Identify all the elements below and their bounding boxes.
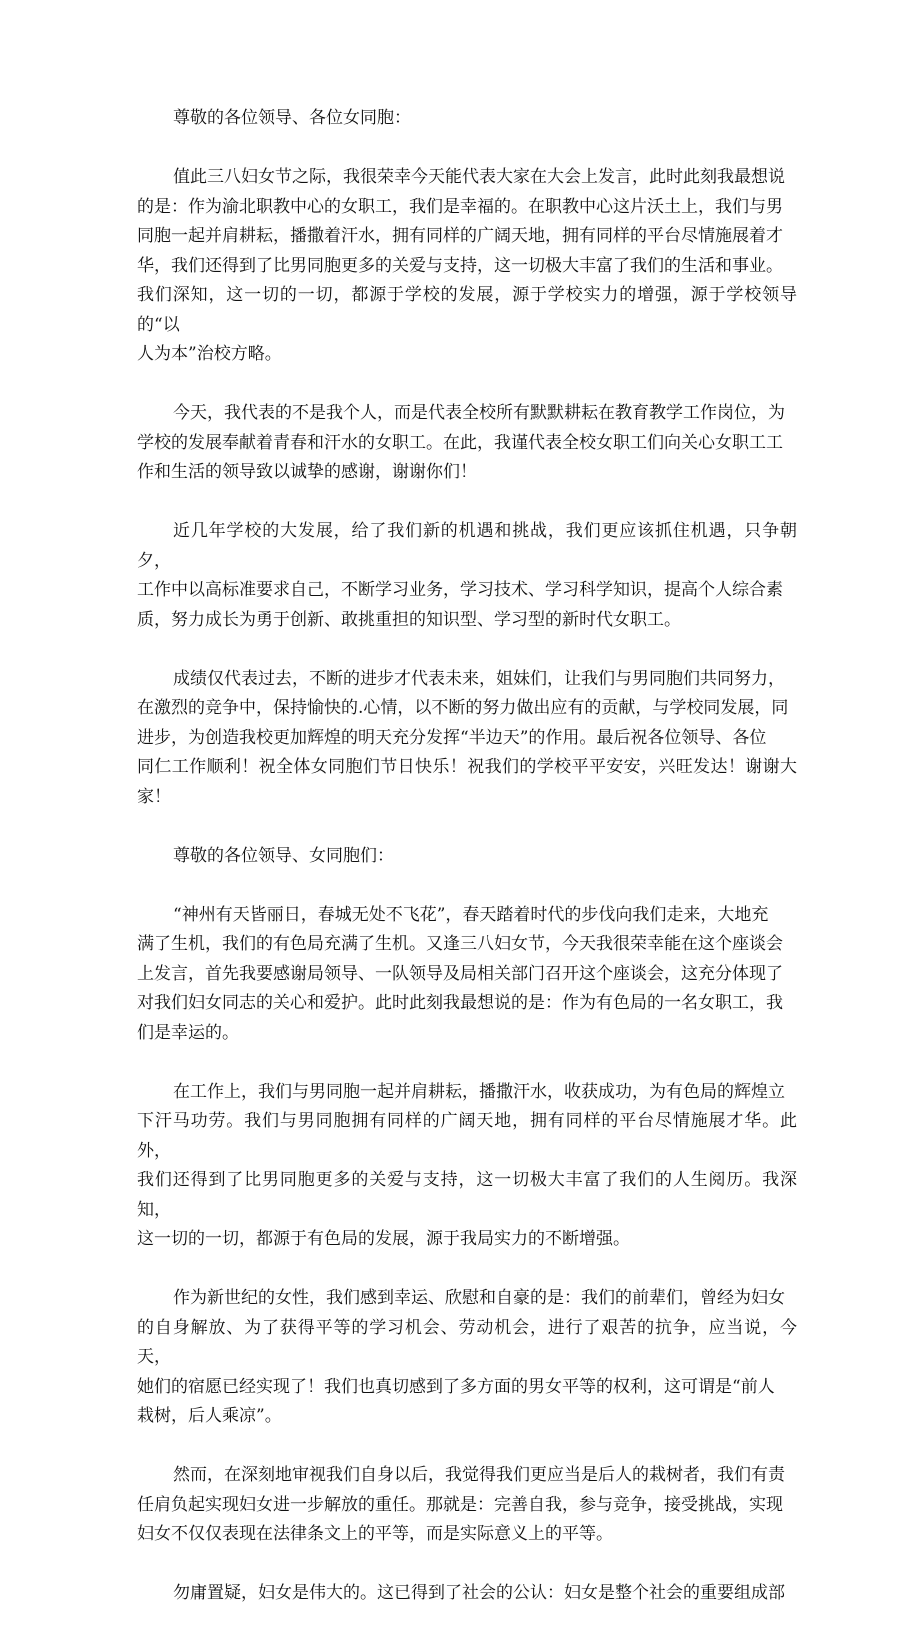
paragraph: 值此三八妇女节之际，我很荣幸今天能代表大家在大会上发言，此时此刻我最想说 的是：作为渝北职教中心的女职工，我们是幸福的。在职教中心这片沃土上，我们与男 同胞一起并肩耕耘，播撒着汗水，拥有同样的广阔天地，拥有同样的平台尽情施展着才 华，我们还得到了比男同胞更多的关爱与支持，这一切极大丰富了我们的生活和事业。 我们深知，这一切的一切，都源于学校的发展，源于学校实力的增强，源于学校领导的“以 人为本”治校方略。 (137, 167, 797, 364)
paragraph: “神州有天皆丽日，春城无处不飞花”，春天踏着时代的步伐向我们走来，大地充 满了生机，我们的有色局充满了生机。又逢三八妇女节，今天我很荣幸能在这个座谈会 上发言，首先我要感谢局领导、一队领导及局相关部门召开这个座谈会，这充分体现了 对我们妇女同志的关心和爱护。此时此刻我最想说的是：作为有色局的一名女职工，我 们是幸运的。 (137, 904, 783, 1043)
paragraph: 然而，在深刻地审视我们自身以后，我觉得我们更应当是后人的栽树者，我们有责 任肩负起实现妇女进一步解放的重任。那就是：完善自我，参与竞争，接受挑战，实现 妇女不仅仅表现在法律条文上的平等，而是实际意义上的平等。 (137, 1465, 785, 1544)
paragraph: 作为新世纪的女性，我们感到幸运、欣慰和自豪的是：我们的前辈们，曾经为妇女 的自身解放、为了获得平等的学习机会、劳动机会，进行了艰苦的抗争，应当说，今天， 她们的宿愿已经实现了！我们也真切感到了多方面的男女平等的权利，这可谓是“前人 栽树，后人乘凉”。 (137, 1288, 797, 1426)
paragraph: 今天，我代表的不是我个人，而是代表全校所有默默耕耘在教育教学工作岗位，为 学校的发展奉献着青春和汗水的女职工。在此，我谨代表全校女职工们向关心女职工工 作和生活的领导致以诚挚的感谢，谢谢你们！ (137, 403, 785, 482)
salutation-1: 尊敬的各位领导、各位女同胞： (173, 108, 411, 128)
paragraph: 勿庸置疑，妇女是伟大的。这已得到了社会的公认：妇女是整个社会的重要组成部 (173, 1583, 785, 1603)
salutation-2: 尊敬的各位领导、女同胞们： (173, 845, 394, 866)
paragraph: 在工作上，我们与男同胞一起并肩耕耘，播撒汗水，收获成功，为有色局的辉煌立 下汗马功劳。我们与男同胞拥有同样的广阔天地，拥有同样的平台尽情施展才华。此外， 我们还得到了比男同胞更多的关爱与支持，这一切极大丰富了我们的人生阅历。我深知， 这一切的一切，都源于有色局的发展，源于我局实力的不断增强。 (137, 1081, 797, 1249)
document-body (137, 104, 797, 1638)
paragraph: 近几年学校的大发展，给了我们新的机遇和挑战，我们更应该抓住机遇，只争朝夕， 工作中以高标准要求自己，不断学习业务，学习技术、学习科学知识，提高个人综合素 质，努力成长为勇于创新、敢挑重担的知识型、学习型的新时代女职工。 (137, 521, 797, 630)
paragraph: 成绩仅代表过去，不断的进步才代表未来，姐妹们，让我们与男同胞们共同努力， 在激烈的竞争中，保持愉快的.心情，以不断的努力做出应有的贡献，与学校同发展，同 进步，为创造我校更加辉煌的明天充分发挥“半边天”的作用。最后祝各位领导、各位 同仁工作顺利！祝全体女同胞们节日快乐！祝我们的学校平平安安，兴旺发达！谢谢大家！ (137, 668, 797, 807)
